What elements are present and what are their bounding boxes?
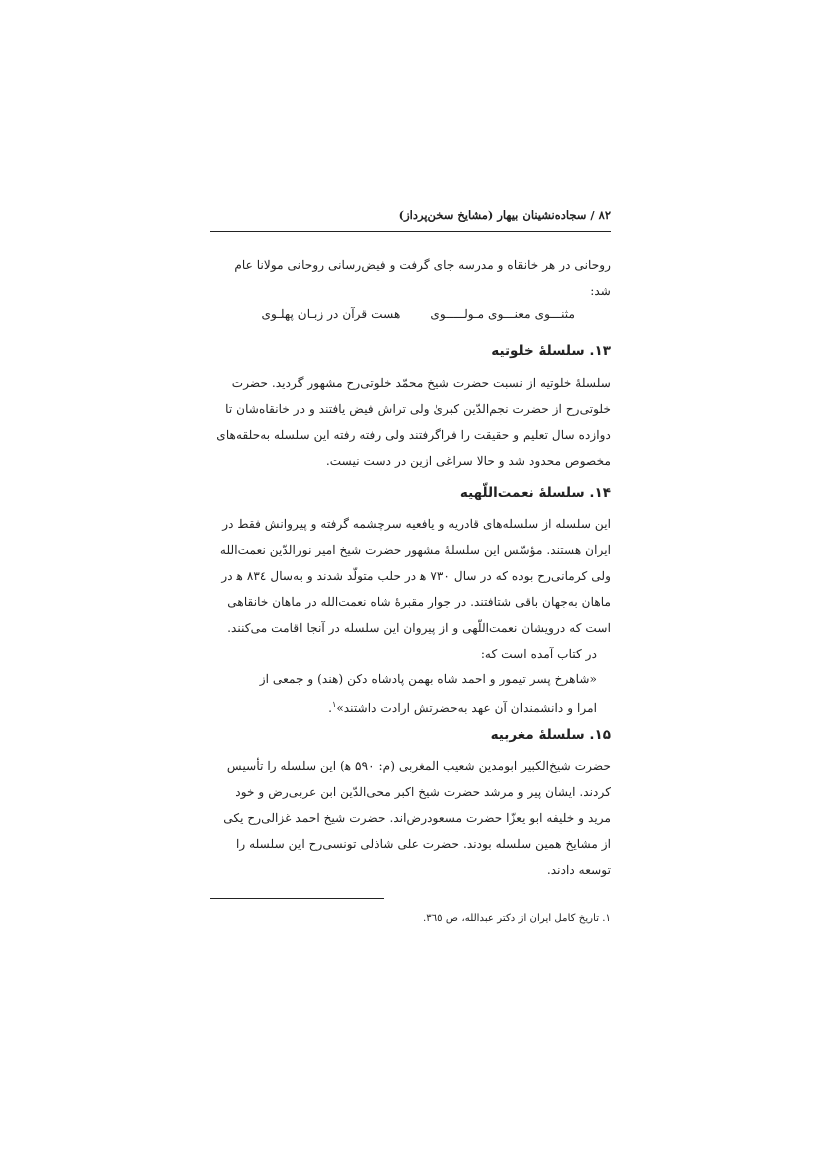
section-15-line: مرید و خلیفه ابو یعزّا حضرت مسعودرض‌اند. حضرت شیخ احمد غزالی‌رح یکی — [223, 811, 611, 825]
section-14-line: این سلسله از سلسله‌های قادریه و یافعیه سرچشمه گرفته و پیروانش فقط در — [222, 517, 611, 531]
footnote-marker[interactable]: ۱ — [332, 700, 337, 709]
section-14-heading: ۱۴. سلسلۀ نعمت‌اللّهیه — [459, 485, 611, 501]
section-14-line: ماهان به‌جهان باقی شتافتند. در جوار مقبرۀ شاه نعمت‌الله در ماهان خانقاهی — [227, 595, 611, 609]
section-15-line: از مشایخ همین سلسله بودند. حضرت علی شاذلی تونسی‌رح این سلسله را — [235, 837, 611, 851]
quote-text: امرا و دانشمندان آن عهد به‌حضرتش ارادت داشتند» — [336, 701, 597, 716]
section-15-line: حضرت شیخ‌الکبیر ابومدین شعیب المغربی (م: ۵۹۰ ﻫ) این سلسله را تأسیس — [226, 759, 611, 773]
verse — [210, 307, 611, 321]
section-13-heading: ۱۳. سلسلۀ خلوتیه — [491, 343, 611, 359]
intro-line-1: روحانی در هر خانقاه و مدرسه جای گرفت و فیض‌رسانی روحانی مولانا عام — [234, 258, 611, 272]
section-14-kitab-line: در کتاب آمده است که: — [480, 647, 597, 661]
section-15-line: کردند. ایشان پیر و مرشد حضرت شیخ اکبر محی‌الدّین ابن عربی‌رض و خود — [235, 785, 611, 799]
header-rule — [210, 231, 611, 232]
section-13-line: خلوتی‌رح از حضرت نجم‌الدّین کبریٰ ولی تراش فیض یافتند و در خانقاه‌شان تا — [225, 402, 611, 416]
section-15-line: توسعه دادند. — [546, 863, 611, 877]
running-head: ۸۲ / سجاده‌نشینان بیهار (مشایخ سخن‌پرداز) — [398, 208, 611, 222]
quote-line-1: «شاهرخ پسر تیمور و احمد شاه بهمن پادشاه دکن (هند) و جمعی از — [259, 672, 597, 686]
section-13-line: مخصوص محدود شد و حالا سراغی ازین در دست نیست. — [325, 454, 611, 468]
section-13-line: سلسلۀ خلوتیه از نسبت حضرت شیخ محمّد خلوتی‌رح مشهور گردید. حضرت — [231, 376, 611, 390]
section-13-line: دوازده سال تعلیم و حقیقت را فراگرفتند ولی رفته رفته این سلسله به‌حلقه‌های — [216, 428, 611, 442]
section-15-heading: ۱۵. سلسلۀ مغربیه — [490, 727, 611, 743]
quote-period: . — [328, 701, 333, 716]
section-14-line: ایران هستند. مؤسّس این سلسلۀ مشهور حضرت شیخ امیر نورالدّین نعمت‌الله — [219, 543, 611, 557]
section-14-line: ولی کرمانی‌رح بوده که در سال ۷۳۰ ﻫ در حلب متولّد شدند و به‌سال ۸۳٤ ﻫ در — [221, 569, 611, 583]
section-14-line: است که درویشان نعمت‌اللّهی و از پیروان این سلسله در آنجا اقامت می‌کنند. — [227, 621, 611, 635]
quote-line-2 — [210, 692, 597, 721]
intro-line-2: شد: — [590, 284, 611, 298]
verse-hemistich-left: هست قرآن در زبـان پهلـوی — [261, 307, 401, 321]
footnote-rule — [210, 898, 384, 899]
verse-hemistich-right: مثنـــوی معنـــوی مـولـــــوی — [430, 307, 575, 321]
footnote: ۱. تاریخ کامل ایران از دکتر عبدالله، ص ٣٦٥. — [422, 913, 611, 924]
